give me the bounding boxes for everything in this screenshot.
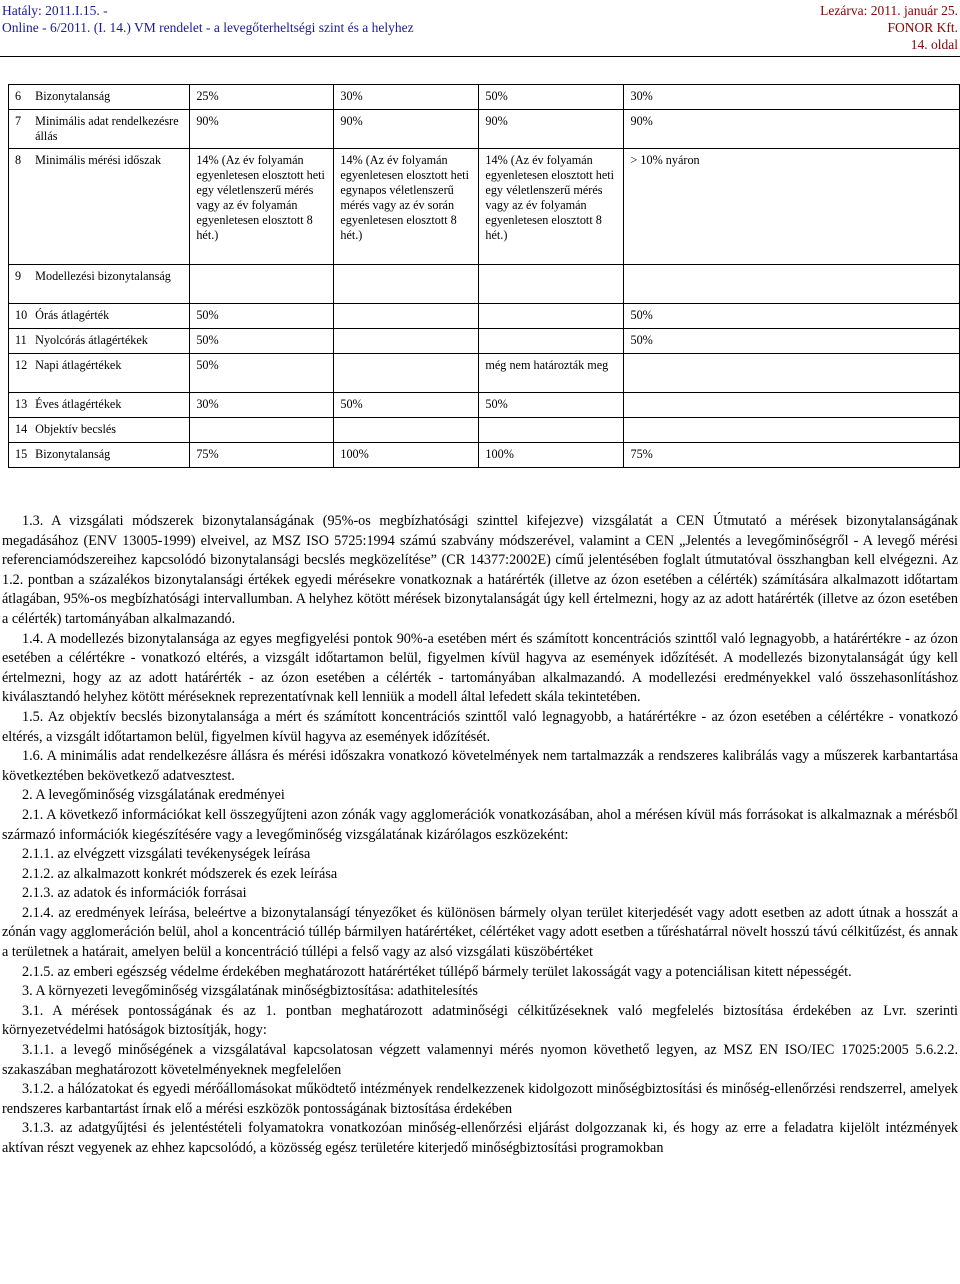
body-paragraph: 2.1. A következő információkat kell összegyűjteni azon zónák vagy agglomerációk vonatkozásában, ahol a mérésen kívül más forrásokat is alkalmaznak a mérésből származó információk kiegészítésére vagy a levegőminőség vizsgálatának kizárólagos eszközeként:: [2, 806, 958, 843]
value-cell: 30%: [334, 85, 479, 110]
row-number-cell: 9: [9, 265, 30, 304]
row-number-cell: 10: [9, 304, 30, 329]
row-number-cell: 8: [9, 149, 30, 265]
table-row: [9, 354, 960, 393]
value-cell: 90%: [624, 110, 960, 149]
header-document-title: Online - 6/2011. (I. 14.) VM rendelet - a levegőterheltségi szint és a helyhez: [2, 20, 414, 35]
data-quality-table: [8, 84, 960, 468]
row-number-cell: 13: [9, 393, 30, 418]
value-cell: 90%: [334, 110, 479, 149]
header-right: [820, 2, 958, 53]
value-cell: 50%: [624, 329, 960, 354]
body-paragraph: 2.1.2. az alkalmazott konkrét módszerek és ezek leírása: [22, 865, 338, 882]
body-paragraph: 1.5. Az objektív becslés bizonytalansága a mért és számított koncentrációs szinttől való legnagyobb, a határértékre - az ózon esetében a célértékre - vonatkozó eltérés, a vizsgált időtartamon belül, figyelmen kívül hagyva az események időzítését.: [2, 708, 958, 745]
row-name-cell: Éves átlagértékek: [29, 393, 190, 418]
value-cell: [190, 418, 334, 443]
value-cell: [334, 418, 479, 443]
value-cell: 30%: [190, 393, 334, 418]
value-cell: [334, 265, 479, 304]
body-paragraph: 1.4. A modellezés bizonytalansága az egyes megfigyelési pontok 90%-a esetében mért és számított koncentrációs szinttől való legnagyobb, a határértékre - az ózon esetében a célértékre - vonatkozó eltérés, a vizsgált időtartamon belül, figyelmen kívül hagyva az események időzítését. A modellezés bizonytalanságát úgy kell értelmezni, hogy az az adott határérték - az ózon esetében a célérték - tartományában alkalmazandó. A modellezési eredményekkel való összehasonlításhoz kiválasztandó helyhez kötött méréseknek reprezentatívnak kell lenniük a modell által lefedett skála tekintetében.: [2, 630, 958, 706]
value-cell: 90%: [479, 110, 624, 149]
value-cell: 100%: [479, 443, 624, 468]
row-name-cell: Bizonytalanság: [29, 443, 190, 468]
header-page-number: 14. oldal: [910, 37, 958, 52]
header-publisher: FONOR Kft.: [887, 20, 958, 35]
page-header: [0, 0, 960, 56]
header-validity: Hatály: 2011.I.15. -: [2, 3, 108, 18]
value-cell: 100%: [334, 443, 479, 468]
row-name-cell: Nyolcórás átlagértékek: [29, 329, 190, 354]
row-name-cell: Napi átlagértékek: [29, 354, 190, 393]
body-paragraph: 2.1.4. az eredmények leírása, beleértve a bizonytalanságí tényezőket és különösen bármely olyan terület kiterjedését vagy adott esetben az adott útnak a hosszát a zónán vagy agglomeráción belül, ahol a koncentráció túllép bármilyen határértéket, célértéket vagy adott esetben a tűréshatárral növelt hosszú távú célkitűzést, és annak a területnek a határait, amelyen belül a koncentráció túllépi a felső vagy az alsó vizsgálati küszöbértéket: [2, 904, 958, 961]
body-paragraph: 3.1.1. a levegő minőségének a vizsgálatával kapcsolatosan végzett valamennyi mérés nyomon követhető legyen, az MSZ EN ISO/IEC 17025:2005 5.6.2.2. szakaszában meghatározott követelményeknek megfelelően: [2, 1042, 958, 1078]
value-cell: 75%: [190, 443, 334, 468]
value-cell: 14% (Az év folyamán egyenletesen elosztott heti egy véletlenszerű mérés vagy az év folyamán egyenletesen elosztott 8 hét.): [190, 149, 334, 265]
table-row: [9, 304, 960, 329]
value-cell: [190, 265, 334, 304]
value-cell: 50%: [190, 304, 334, 329]
table-row: [9, 393, 960, 418]
header-divider: [0, 56, 960, 57]
table-row: [9, 418, 960, 443]
header-left: [2, 2, 414, 36]
row-name-cell: Minimális mérési időszak: [29, 149, 190, 265]
row-number-cell: 7: [9, 110, 30, 149]
table-row: [9, 110, 960, 149]
table-row: [9, 265, 960, 304]
value-cell: 90%: [190, 110, 334, 149]
value-cell: 14% (Az év folyamán egyenletesen elosztott heti egy véletlenszerű mérés vagy az év folyamán egyenletesen elosztott 8 hét.): [479, 149, 624, 265]
value-cell: [624, 265, 960, 304]
row-number-cell: 15: [9, 443, 30, 468]
value-cell: 30%: [624, 85, 960, 110]
row-name-cell: Modellezési bizonytalanság: [29, 265, 190, 304]
value-cell: 75%: [624, 443, 960, 468]
header-closed-date: Lezárva: 2011. január 25.: [820, 3, 958, 18]
body-paragraph: 1.6. A minimális adat rendelkezésre állásra és mérési időszakra vonatkozó követelmények nem tartalmazzák a rendszeres kalibrálás vagy a műszerek karbantartása következtében bekövetkező adatvesztest.: [2, 748, 958, 784]
body-paragraph: 3. A környezeti levegőminőség vizsgálatának minőségbiztosítása: adathitelesítés: [22, 983, 478, 1000]
value-cell: [624, 354, 960, 393]
value-cell: [334, 329, 479, 354]
row-name-cell: Bizonytalanság: [29, 85, 190, 110]
body-paragraph: 1.3. A vizsgálati módszerek bizonytalanságának (95%-os megbízhatósági szinttel kifejezve) vizsgálatát a CEN Útmutató a mérések bizonytalanságának megadásához (ENV 13005-1999) elveivel, az MSZ ISO 5725:1994 számú szabvány módszerével, valamint a CEN „Jelentés a levegőminőségről - A levegő mérési referenciamódszereihez kapcsolódó bizonytalansági becslés megközelítése” (CR 14377:2002E) című jelentésében foglalt útmutatóval összhangban kell elvégezni. Az 1.2. pontban a százalékos bizonytalansági értékek egyedi mérésekre vonatkoznak a határérték (illetve az ózon esetében a célérték) számítására alkalmazott időtartam átlagában, 95%-os megbízhatósági intervallumban. A helyhez kötött mérések bizonytalanságát úgy kell értelmezni, hogy az az adott határérték (illetve az ózon esetében a célérték) tartományában alkalmazandó.: [2, 513, 958, 627]
value-cell: 25%: [190, 85, 334, 110]
row-name-cell: Órás átlagérték: [29, 304, 190, 329]
row-number-cell: 6: [9, 85, 30, 110]
value-cell: [334, 304, 479, 329]
value-cell: > 10% nyáron: [624, 149, 960, 265]
value-cell: [479, 329, 624, 354]
row-name-cell: Minimális adat rendelkezésre állás: [29, 110, 190, 149]
body-paragraph: 3.1.2. a hálózatokat és egyedi mérőállomásokat működtető intézmények rendelkezzenek kidolgozott minőségbiztosítási és minőség-ellenőrzési rendszerrel, amelyek rendszeres karbantartást írnak elő a mérési eszközök pontosságának biztosítása érdekében: [2, 1081, 958, 1117]
body-paragraph: 3.1.3. az adatgyűjtési és jelentéstételi folyamatokra vonatkozóan minőség-ellenőrzési eljárást dolgozzanak ki, és hogy az erre a feladatra kijelölt intézmények aktívan részt vegyenek az ehhez kapcsolódó, a közösség egész területére kiterjedő minőségbiztosítási programokban: [2, 1120, 958, 1156]
row-name-cell: Objektív becslés: [29, 418, 190, 443]
body-paragraph: 2.1.3. az adatok és információk forrásai: [22, 885, 247, 902]
value-cell: 14% (Az év folyamán egyenletesen elosztott heti egynapos véletlenszerű mérés vagy az év során egyenletesen elosztott 8 hét.): [334, 149, 479, 265]
body-paragraph: 2.1.1. az elvégzett vizsgálati tevékenységek leírása: [22, 846, 311, 863]
document-body: [2, 512, 958, 1159]
value-cell: még nem határozták meg: [479, 354, 624, 393]
value-cell: 50%: [334, 393, 479, 418]
value-cell: [624, 393, 960, 418]
value-cell: [479, 418, 624, 443]
body-paragraph: 2.1.5. az emberi egészség védelme érdekében meghatározott határértéket túllépő bármely terület lakosságát vagy a potenciálisan kitett népességét.: [22, 963, 852, 980]
row-number-cell: 14: [9, 418, 30, 443]
value-cell: [624, 418, 960, 443]
value-cell: 50%: [624, 304, 960, 329]
body-paragraph: 3.1. A mérések pontosságának és az 1. pontban meghatározott adatminőségi célkitűzéseknek való megfelelés biztosítása érdekében az Lvr. szerinti környezetvédelmi hatóságok biztosítják, hogy:: [2, 1002, 958, 1039]
value-cell: 50%: [190, 329, 334, 354]
row-number-cell: 12: [9, 354, 30, 393]
value-cell: 50%: [479, 393, 624, 418]
body-paragraph: 2. A levegőminőség vizsgálatának eredményei: [22, 787, 285, 804]
value-cell: 50%: [190, 354, 334, 393]
row-number-cell: 11: [9, 329, 30, 354]
value-cell: [479, 265, 624, 304]
table-row: [9, 149, 960, 265]
table-row: [9, 443, 960, 468]
table-row: [9, 85, 960, 110]
value-cell: [334, 354, 479, 393]
table-row: [9, 329, 960, 354]
value-cell: 50%: [479, 85, 624, 110]
value-cell: [479, 304, 624, 329]
